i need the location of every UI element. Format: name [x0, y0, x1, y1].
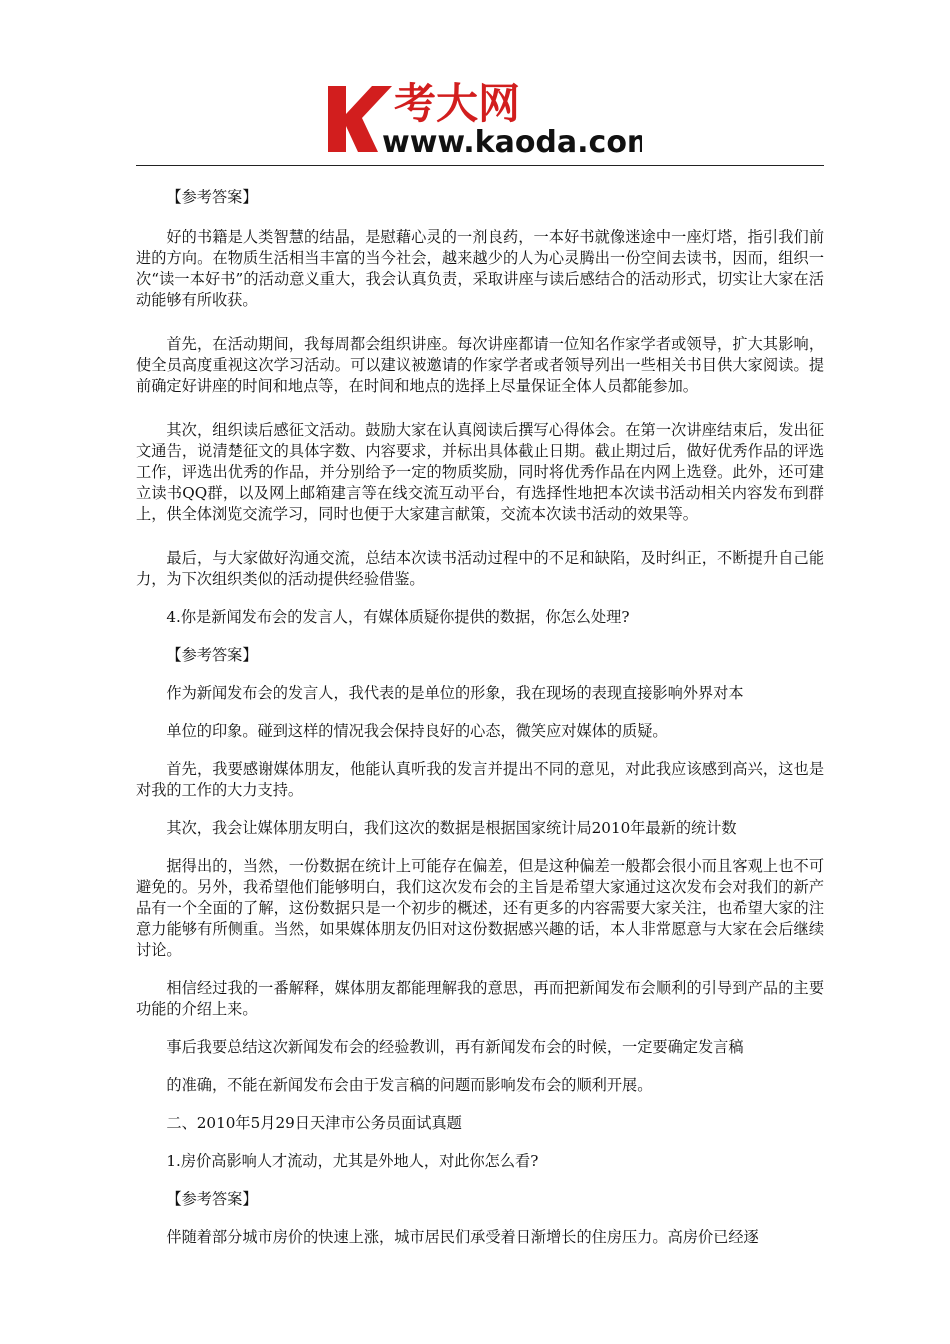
- answer-label: 【参考答案】: [166, 1190, 258, 1208]
- question-heading: 1.房价高影响人才流动，尤其是外地人，对此你怎么看?: [166, 1152, 539, 1170]
- paragraph: 事后我要总结这次新闻发布会的经验教训，再有新闻发布会的时候，一定要确定发言稿: [166, 1038, 744, 1056]
- answer-label: 【参考答案】: [166, 188, 258, 206]
- paragraph: 首先，在活动期间，我每周都会组织讲座。每次讲座都请一位知名作家学者或领导，扩大其影响，使全员高度重视这次学习活动。可以建议被邀请的作家学者或者领导列出一些相关书目供大家阅读。提前确定好讲座的时间和地点等，在时间和地点的选择上尽量保证全体人员都能参加。: [136, 335, 824, 395]
- document-body: [136, 181, 824, 1248]
- paragraph: 单位的印象。碰到这样的情况我会保持良好的心态，微笑应对媒体的质疑。: [166, 722, 668, 740]
- logo-url: www.kaoda.com: [382, 125, 642, 160]
- section-heading: 二、2010年5月29日天津市公务员面试真题: [166, 1114, 462, 1132]
- paragraph: 好的书籍是人类智慧的结晶，是慰藉心灵的一剂良药，一本好书就像迷途中一座灯塔，指引我们前进的方向。在物质生活相当丰富的当今社会，越来越少的人为心灵腾出一份空间去读书，因而，组织一次“读一本好书”的活动意义重大，我会认真负责，采取讲座与读后感结合的活动形式，切实让大家在活动能够有所收获。: [136, 228, 824, 309]
- kaoda-logo: [322, 80, 642, 160]
- header-divider: [136, 165, 824, 166]
- paragraph: 伴随着部分城市房价的快速上涨，城市居民们承受着日渐增长的住房压力。高房价已经逐: [166, 1228, 759, 1246]
- paragraph: 的准确，不能在新闻发布会由于发言稿的问题而影响发布会的顺利开展。: [166, 1076, 653, 1094]
- paragraph: 其次，组织读后感征文活动。鼓励大家在认真阅读后撰写心得体会。在第一次讲座结束后，发出征文通告，说清楚征文的具体字数、内容要求，并标出具体截止日期。截止期过后，做好优秀作品的评选工作，评选出优秀的作品，并分别给予一定的物质奖励，同时将优秀作品在内网上选登。此外，还可建立读书QQ群，以及网上邮箱建言等在线交流互动平台，有选择性地把本次读书活动相关内容发布到群上，供全体浏览交流学习，同时也便于大家建言献策，交流本次读书活动的效果等。: [136, 421, 824, 523]
- paragraph: 据得出的，当然，一份数据在统计上可能存在偏差，但是这种偏差一般都会很小而且客观上也不可避免的。另外，我希望他们能够明白，我们这次发布会的主旨是希望大家通过这次发布会对我们的新产品有一个全面的了解，这份数据只是一个初步的概述，还有更多的内容需要大家关注，也希望大家的注意力能够有所侧重。当然，如果媒体朋友仍旧对这份数据感兴趣的话，本人非常愿意与大家在会后继续讨论。: [136, 857, 824, 959]
- paragraph: 最后，与大家做好沟通交流，总结本次读书活动过程中的不足和缺陷，及时纠正，不断提升自己能力，为下次组织类似的活动提供经验借鉴。: [136, 549, 824, 588]
- question-heading: 4.你是新闻发布会的发言人，有媒体质疑你提供的数据，你怎么处理?: [166, 608, 630, 626]
- paragraph: 相信经过我的一番解释，媒体朋友都能理解我的意思，再而把新闻发布会顺利的引导到产品的主要功能的介绍上来。: [136, 979, 824, 1018]
- paragraph: 首先，我要感谢媒体朋友，他能认真听我的发言并提出不同的意见，对此我应该感到高兴，这也是对我的工作的大力支持。: [136, 760, 824, 799]
- paragraph: 作为新闻发布会的发言人，我代表的是单位的形象，我在现场的表现直接影响外界对本: [166, 684, 744, 702]
- paragraph: 其次，我会让媒体朋友明白，我们这次的数据是根据国家统计局2010年最新的统计数: [166, 819, 737, 837]
- logo-chinese-name: 考大网: [394, 80, 521, 128]
- answer-label: 【参考答案】: [166, 646, 258, 664]
